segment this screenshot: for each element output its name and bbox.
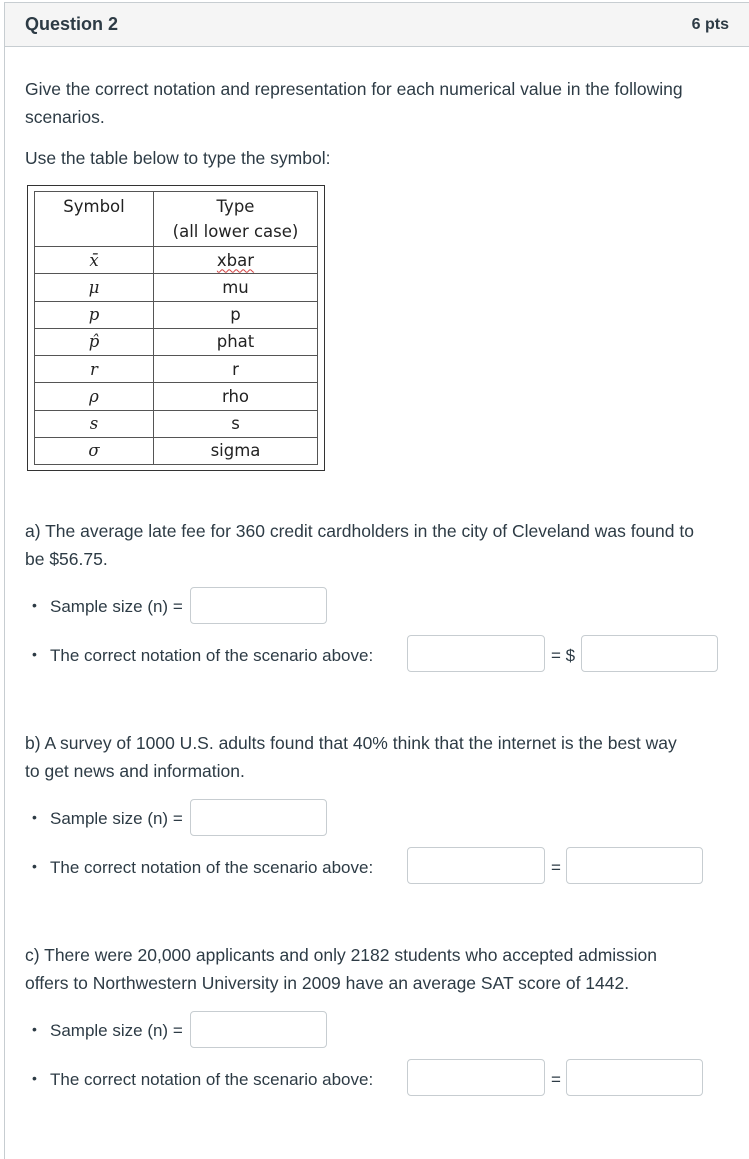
type-cell: s xyxy=(154,410,318,437)
type-cell: r xyxy=(154,356,318,383)
part-b-sample-size-input[interactable] xyxy=(190,799,327,836)
part-a-symbol-input[interactable] xyxy=(407,635,545,672)
part-c-sample-label: Sample size (n) = xyxy=(50,1021,183,1040)
bullet-icon: • xyxy=(32,1021,37,1037)
question-header xyxy=(5,3,749,47)
part-a-line-1: a) The average late fee for 360 credit cardholders in the city of Cleveland was found to xyxy=(25,521,694,541)
part-c-value-input[interactable] xyxy=(566,1059,703,1096)
part-b-notation-label: The correct notation of the scenario above: xyxy=(50,858,374,877)
symbol-table xyxy=(27,185,325,471)
type-text: xbar xyxy=(216,250,255,270)
part-b-symbol-input[interactable] xyxy=(407,847,545,884)
part-a-notation-label: The correct notation of the scenario above: xyxy=(50,646,374,665)
table-row xyxy=(35,274,318,301)
type-cell: phat xyxy=(154,328,318,355)
part-a-value-input[interactable] xyxy=(581,635,718,672)
part-c-line-2: offers to Northwestern University in 2009 have an average SAT score of 1442. xyxy=(25,973,630,993)
question-points: 6 pts xyxy=(691,16,729,33)
header-symbol: Symbol xyxy=(35,192,154,247)
part-c-sample-size-input[interactable] xyxy=(190,1011,327,1048)
part-b-line-2: to get news and information. xyxy=(25,761,245,781)
part-c-equals: = xyxy=(551,1070,561,1089)
symbol-cell: s xyxy=(35,410,154,437)
table-prompt: Use the table below to type the symbol: xyxy=(25,148,331,168)
table-row xyxy=(35,328,318,355)
symbol-cell: μ xyxy=(35,274,154,301)
type-cell: rho xyxy=(154,383,318,410)
symbol-cell: x̄ xyxy=(35,247,154,274)
table-row xyxy=(35,437,318,464)
part-c-notation-label: The correct notation of the scenario above: xyxy=(50,1070,374,1089)
header-type-line2: (all lower case) xyxy=(172,222,299,241)
header-type xyxy=(154,192,318,247)
bullet-icon: • xyxy=(32,597,37,613)
part-a-sample-label: Sample size (n) = xyxy=(50,597,183,616)
symbol-cell: ρ xyxy=(35,383,154,410)
symbol-cell: p̂ xyxy=(35,328,154,355)
type-cell xyxy=(154,247,318,274)
part-a-line-2: be $56.75. xyxy=(25,549,108,569)
symbol-cell: r xyxy=(35,356,154,383)
part-a-text xyxy=(25,517,694,573)
table-row xyxy=(35,383,318,410)
bullet-icon: • xyxy=(32,858,37,874)
type-cell: sigma xyxy=(154,437,318,464)
table-row xyxy=(35,410,318,437)
table-row xyxy=(35,301,318,328)
intro-text xyxy=(25,75,683,131)
part-a-sample-size-input[interactable] xyxy=(190,587,327,624)
bullet-icon: • xyxy=(32,809,37,825)
header-type-line1: Type xyxy=(216,197,255,216)
part-c-line-1: c) There were 20,000 applicants and only 2182 students who accepted admission xyxy=(25,945,658,965)
question-title: Question 2 xyxy=(25,14,119,34)
bullet-icon: • xyxy=(32,646,37,662)
table-row xyxy=(35,247,318,274)
intro-line-2: scenarios. xyxy=(25,107,105,127)
bullet-icon: • xyxy=(32,1070,37,1086)
part-b-value-input[interactable] xyxy=(566,847,703,884)
type-cell: mu xyxy=(154,274,318,301)
part-b-equals: = xyxy=(551,858,561,877)
part-c-text xyxy=(25,941,657,997)
table-row xyxy=(35,356,318,383)
part-c-symbol-input[interactable] xyxy=(407,1059,545,1096)
type-cell: p xyxy=(154,301,318,328)
part-b-line-1: b) A survey of 1000 U.S. adults found that 40% think that the internet is the best way xyxy=(25,733,677,753)
part-a-equals-dollar: = $ xyxy=(551,646,576,665)
symbol-cell: p xyxy=(35,301,154,328)
part-b-text xyxy=(25,729,677,785)
intro-line-1: Give the correct notation and representation for each numerical value in the following xyxy=(25,79,683,99)
symbol-cell: σ xyxy=(35,437,154,464)
part-b-sample-label: Sample size (n) = xyxy=(50,809,183,828)
